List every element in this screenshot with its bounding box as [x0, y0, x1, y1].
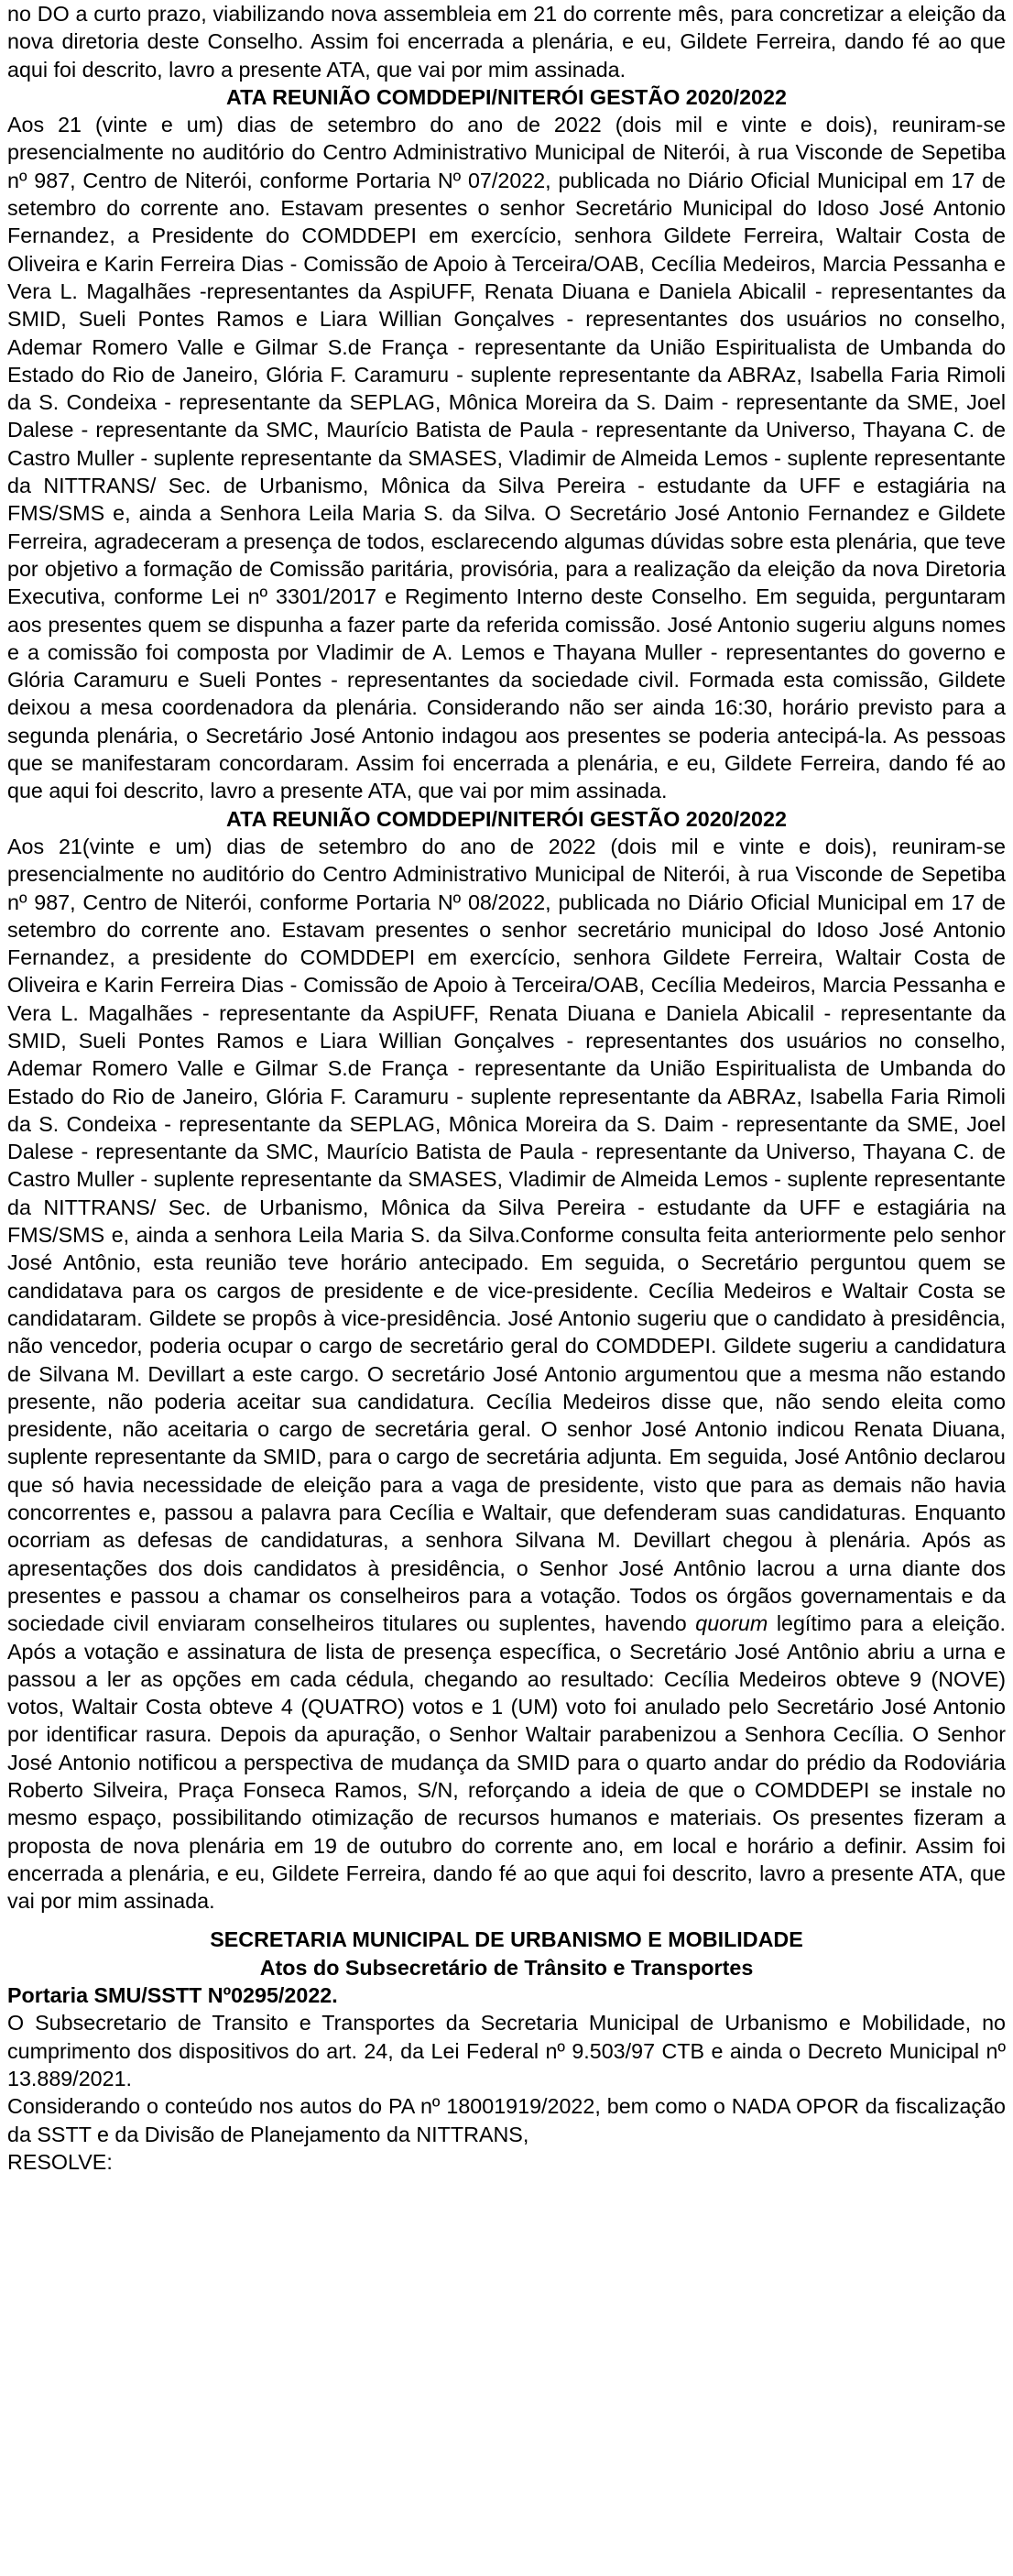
- secretaria-subtitle: Atos do Subsecretário de Trânsito e Transportes: [259, 1955, 754, 1980]
- fragment-paragraph: no DO a curto prazo, viabilizando nova assembleia em 21 do corrente mês, para concretizar a eleição da nova diretoria deste Conselho. Assim foi encerrada a plenária, e eu, Gildete Ferreira, dando fé ao que aqui foi descrito, lavro a presente ATA, que vai por mim assinada.: [7, 2, 1006, 82]
- portaria-heading: Portaria SMU/SSTT Nº0295/2022.: [7, 1983, 338, 2008]
- ata1-title: ATA REUNIÃO COMDDEPI/NITERÓI GESTÃO 2020/2022: [226, 84, 787, 109]
- quorum-word: quorum: [695, 1611, 768, 1636]
- ata2-title: ATA REUNIÃO COMDDEPI/NITERÓI GESTÃO 2020/2022: [226, 806, 787, 831]
- ata2-body: [7, 833, 1006, 1916]
- ata2-body-part1: Aos 21(vinte e um) dias de setembro do ano de 2022 (dois mil e vinte e dois), reuniram-se presencialmente no auditório do Centro Administrativo Municipal de Niterói, à rua Visconde de Sepetiba nº 987, Centro de Niterói, conforme Portaria Nº 08/2022, publicada no Diário Oficial Municipal em 17 de setembro do corrente ano. Estavam presentes o senhor secretário municipal do Idoso José Antonio Fernandez, a presidente do COMDDEPI em exercício, senhora Gildete Ferreira, Waltair Costa de Oliveira e Karin Ferreira Dias - Comissão de Apoio à Terceira/OAB, Cecília Medeiros, Marcia Pessanha e Vera L. Magalhães - representante da AspiUFF, Renata Diuana e Daniela Abicalil - representante da SMID, Sueli Pontes Ramos e Liara Willian Gonçalves - representantes dos usuários no conselho, Ademar Romero Valle e Gilmar S.de França - representante da União Espiritualista de Umbanda do Estado do Rio de Janeiro, Glória F. Caramuru - suplente representante da ABRAz, Isabella Faria Rimoli da S. Condeixa - representante da SEPLAG, Mônica Moreira da S. Daim - representante da SME, Joel Dalese - representante da SMC, Maurício Batista de Paula - representante da Universo, Thayana C. de Castro Muller - suplente representante da SMASES, Vladimir de Almeida Lemos - suplente representante da NITTRANS/ Sec. de Urbanismo, Mônica da Silva Pereira - estudante da UFF e estagiária na FMS/SMS e, ainda a senhora Leila Maria S. da Silva.Conforme consulta feita anteriormente pelo senhor José Antônio, esta reunião teve horário antecipado. Em seguida, o Secretário perguntou quem se candidatava para os cargos de presidente e de vice-presidente. Cecília Medeiros e Waltair Costa se candidataram. Gildete se propôs à vice-presidência. José Antonio sugeriu que o candidato à presidência, não vencedor, poderia ocupar o cargo de secretário geral do COMDDEPI. Gildete sugeriu a candidatura de Silvana M. Devillart a este cargo. O secretário José Antonio argumentou que a mesma não estando presente, não poderia aceitar sua candidatura. Cecília Medeiros disse que, não sendo eleita como presidente, não aceitaria o cargo de secretária geral. O senhor José Antonio indicou Renata Diuana, suplente representante da SMID, para o cargo de secretária adjunta. Em seguida, José Antônio declarou que só havia necessidade de eleição para a vaga de presidente, visto que para as demais não havia concorrentes e, passou a palavra para Cecília e Waltair, que defenderam suas candidaturas. Enquanto ocorriam as defesas de candidaturas, a senhora Silvana M. Devillart chegou à plenária. Após as apresentações dos dois candidatos à presidência, o Senhor José Antônio lacrou a urna diante dos presentes e passou a chamar os conselheiros para a votação. Todos os órgãos governamentais e da sociedade civil enviaram conselheiros titulares ou suplentes, havendo: [7, 834, 1006, 1636]
- secretaria-paragraph-2: Considerando o conteúdo nos autos do PA nº 18001919/2022, bem como o NADA OPOR da fiscalização da SSTT e da Divisão de Planejamento da NITTRANS,: [7, 2094, 1006, 2146]
- ata2-body-part2: legítimo para a eleição. Após a votação e assinatura de lista de presença específica, o Secretário José Antônio abriu a urna e passou a ler as opções em cada cédula, chegando ao resultado: Cecília Medeiros obteve 9 (NOVE) votos, Waltair Costa obteve 4 (QUATRO) votos e 1 (UM) voto foi anulado pelo Secretário José Antonio por identificar rasura. Depois da apuração, o Senhor Waltair parabenizou a Senhora Cecília. O Senhor José Antonio notificou a perspectiva de mudança da SMID para o quarto andar do prédio da Rodoviária Roberto Silveira, Praça Fonseca Ramos, S/N, reforçando a ideia de que o COMDDEPI se instale no mesmo espaço, possibilitando otimização de recursos humanos e materiais. Os presentes fizeram a proposta de nova plenária em 19 de outubro do corrente ano, em local e horário a definir. Assim foi encerrada a plenária, e eu, Gildete Ferreira, dando fé ao que aqui foi descrito, lavro a presente ATA, que vai por mim assinada.: [7, 1611, 1006, 1914]
- ata1-body: Aos 21 (vinte e um) dias de setembro do ano de 2022 (dois mil e vinte e dois), reuniram-se presencialmente no auditório do Centro Administrativo Municipal de Niterói, à rua Visconde de Sepetiba nº 987, Centro de Niterói, conforme Portaria Nº 07/2022, publicada no Diário Oficial Municipal em 17 de setembro do corrente ano. Estavam presentes o senhor Secretário Municipal do Idoso José Antonio Fernandez, a Presidente do COMDDEPI em exercício, senhora Gildete Ferreira, Waltair Costa de Oliveira e Karin Ferreira Dias - Comissão de Apoio à Terceira/OAB, Cecília Medeiros, Marcia Pessanha e Vera L. Magalhães -representantes da AspiUFF, Renata Diuana e Daniela Abicalil - representantes da SMID, Sueli Pontes Ramos e Liara Willian Gonçalves - representantes dos usuários no conselho, Ademar Romero Valle e Gilmar S.de França - representante da União Espiritualista de Umbanda do Estado do Rio de Janeiro, Glória F. Caramuru - suplente representante da ABRAz, Isabella Faria Rimoli da S. Condeixa - representante da SEPLAG, Mônica Moreira da S. Daim - representante da SME, Joel Dalese - representante da SMC, Maurício Batista de Paula - representante da Universo, Thayana C. de Castro Muller - suplente representante da SMASES, Vladimir de Almeida Lemos - suplente representante da NITTRANS/ Sec. de Urbanismo, Mônica da Silva Pereira - estudante da UFF e estagiária na FMS/SMS e, ainda a Senhora Leila Maria S. da Silva. O Secretário José Antonio Fernandez e Gildete Ferreira, agradeceram a presença de todos, esclarecendo algumas dúvidas sobre esta plenária, que teve por objetivo a formação de Comissão paritária, provisória, para a realização da eleição da nova Diretoria Executiva, conforme Lei nº 3301/2017 e Regimento Interno deste Conselho. Em seguida, perguntaram aos presentes quem se dispunha a fazer parte da referida comissão. José Antonio sugeriu alguns nomes e a comissão foi composta por Vladimir de A. Lemos e Thayana Muller - representantes do governo e Glória Caramuru e Sueli Pontes - representantes da sociedade civil. Formada esta comissão, Gildete deixou a mesa coordenadora da plenária. Considerando não ser ainda 16:30, horário previsto para a segunda plenária, o Secretário José Antonio indagou aos presentes se poderia antecipá-la. As pessoas que se manifestaram concordaram. Assim foi encerrada a plenária, e eu, Gildete Ferreira, dando fé ao que aqui foi descrito, lavro a presente ATA, que vai por mim assinada.: [7, 113, 1006, 803]
- secretaria-title: SECRETARIA MUNICIPAL DE URBANISMO E MOBILIDADE: [210, 1927, 803, 1952]
- section-spacer: [7, 1915, 1006, 1926]
- resolve-label: RESOLVE:: [7, 2149, 113, 2174]
- secretaria-paragraph-1: O Subsecretario de Transito e Transportes da Secretaria Municipal de Urbanismo e Mobilidade, no cumprimento dos dispositivos do art. 24, da Lei Federal nº 9.503/97 CTB e ainda o Decreto Municipal nº 13.889/2021.: [7, 2011, 1006, 2090]
